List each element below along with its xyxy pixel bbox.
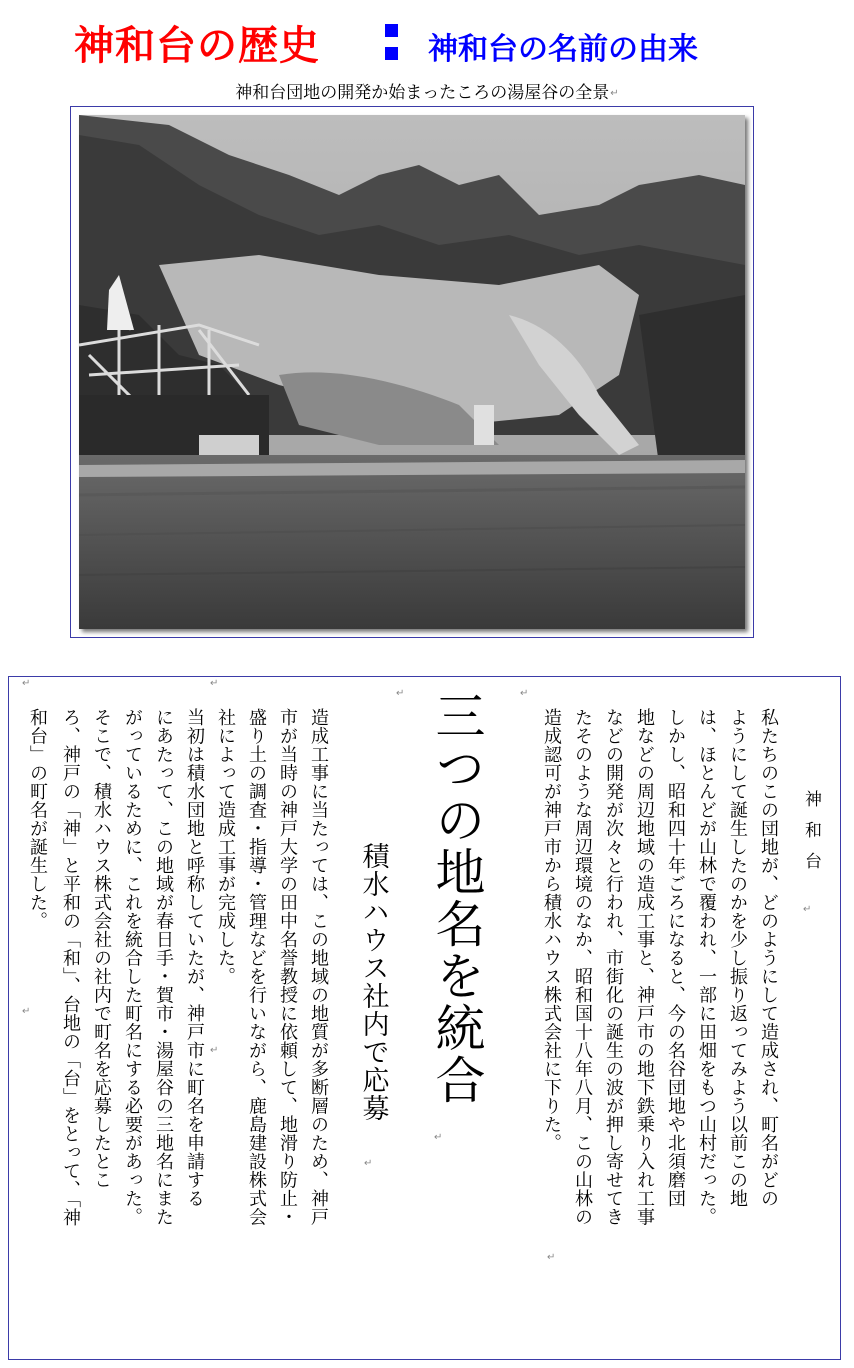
photo-caption-text: 神和台団地の開発か始まったころの湯屋谷の全景 [235,83,610,103]
body-line: そこで、積水ハウス株式会社の社内で町名を応募したとこ [91,708,112,1189]
return-mark-icon: ↵ [610,87,619,99]
valley-landscape-image [79,115,745,629]
return-mark-icon: ↵ [22,1006,31,1017]
return-mark-icon: ↵ [547,1252,556,1263]
return-mark-icon: ↵ [210,678,219,689]
body-line: 社によって造成工事が完成した。 [215,708,236,986]
return-mark-icon: ↵ [364,1158,373,1169]
return-mark-icon: ↵ [520,688,529,699]
article-subheadline: 積水ハウス社内で応募 [357,842,389,1122]
photo-frame [70,106,754,638]
return-mark-icon: ↵ [210,1045,219,1056]
body-line: がっているために、これを統合した町名にする必要があった。 [122,708,143,1226]
body-line: 市が当時の神戸大学の田中名誉教授に依頼して、地滑り防止・ [277,708,298,1226]
body-line: などの開発が次々と行われ、市街化の誕生の波が押し寄せてき [603,708,624,1226]
body-line: 和台」の町名が誕生した。 [27,708,48,930]
title-separator [381,22,401,62]
return-mark-icon: ↵ [22,678,31,689]
page-header [0,14,854,74]
return-mark-icon: ↵ [434,1132,443,1143]
body-line: 地などの周辺地域の造成工事と、神戸市の地下鉄乗り入れ工事 [634,708,655,1226]
body-line: ようにして誕生したのかを少し振り返ってみよう以前この地 [727,708,748,1208]
body-line: ろ、神戸の「神」と平和の「和」、台地の「台」をとって、「神 [60,708,81,1227]
photo-caption [0,78,854,103]
article-headline: 三つの地名を統合 [427,690,486,1106]
body-line: しかし、昭和四十年ごろになると、今の名谷団地や北須磨団 [665,708,686,1208]
body-line: たそのような周辺環境のなか、昭和国十八年八月、この山林の [572,708,593,1226]
return-mark-icon: ↵ [803,904,812,915]
body-line: 造成認可が神戸市から積水ハウス株式会社に下りた。 [541,708,562,1152]
page-title: 神和台の歴史 [74,23,320,69]
body-line: 造成工事に当たっては、この地域の地質が多断層のため、神戸 [308,708,329,1226]
section-label: 神和台 [801,790,821,883]
return-mark-icon: ↵ [396,688,405,699]
body-line: 当初は積水団地と呼称していたが、神戸市に町名を申請する [184,708,205,1208]
body-line: 私たちのこの団地が、どのようにして造成され、町名がどの [758,708,779,1208]
body-line: 盛り土の調査・指導・管理などを行いながら、鹿島建設株式会 [246,708,267,1226]
body-line: にあたって、この地域が春日手・賀市・湯屋谷の三地名にまた [153,708,174,1226]
valley-photo [79,115,745,629]
page-subtitle: 神和台の名前の由来 [428,32,698,67]
body-line: は、ほとんどが山林で覆われ、一部に田畑をもつ山村だった。 [696,708,717,1226]
